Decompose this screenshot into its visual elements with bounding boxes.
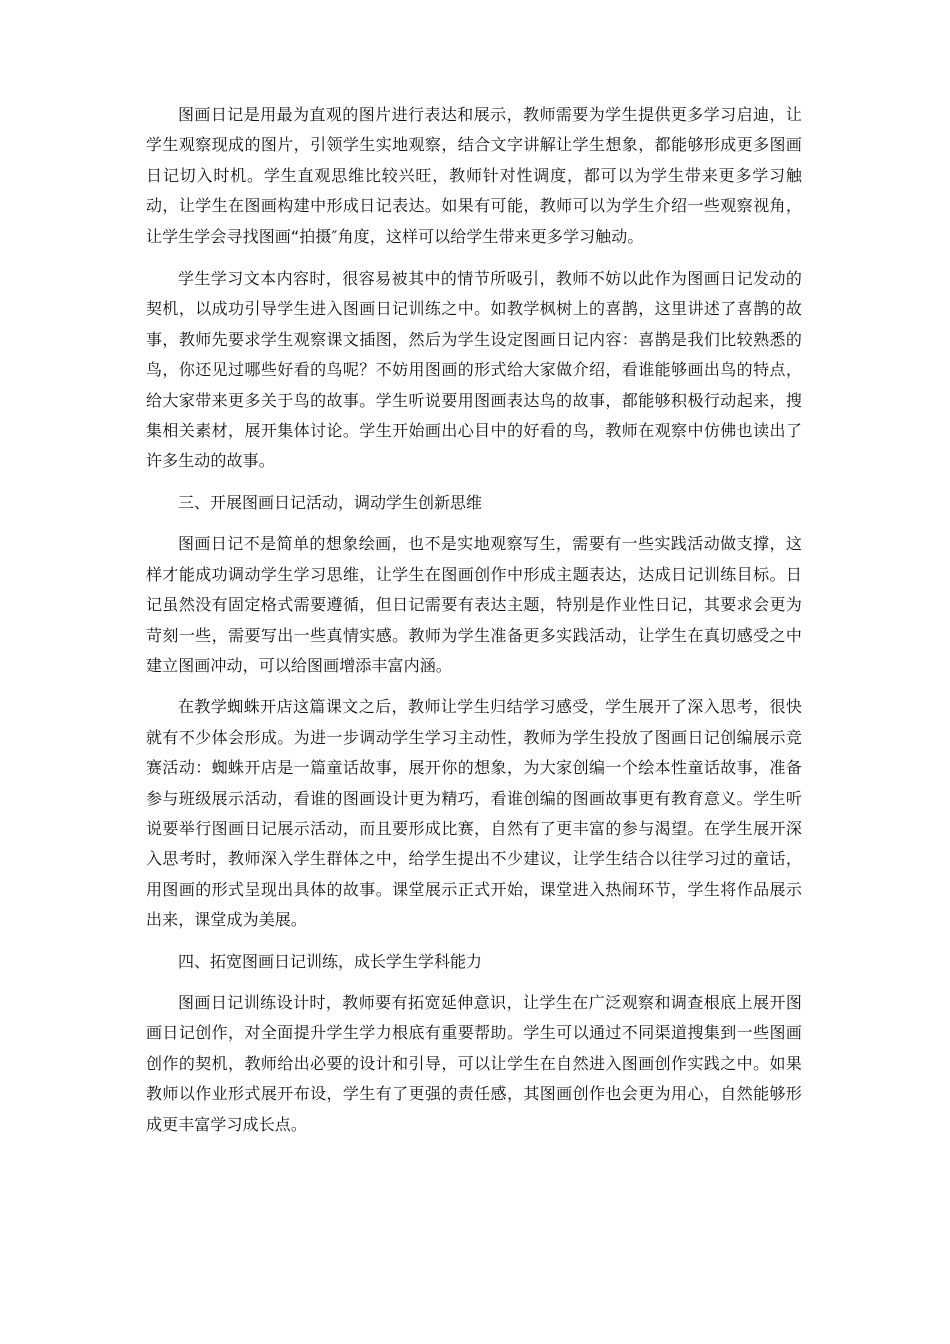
section-heading-4: 四、拓宽图画日记训练，成长学生学科能力 (178, 951, 483, 971)
paragraph-extension-training: 图画日记训练设计时，教师要有拓宽延伸意识，让学生在广泛观察和调查根底上展开图画日记创作，对全面提升学生学力根底有重要帮助。学生可以通过不同渠道搜集到一些图画创作的契机，教师给出必要的设计和引导，可以让学生在自然进入图画创作实践之中。如果教师以作业形式展开布设，学生有了更强的责任感，其图画创作也会更为用心，自然能够形成更丰富学习成长点。 (146, 992, 802, 1134)
paragraph-spider-example: 在教学蜘蛛开店这篇课文之后，教师让学生归结学习感受，学生展开了深入思考，很快就有不少体会形成。为进一步调动学生学习主动性，教师为学生投放了图画日记创编展示竞赛活动：蜘蛛开店是一篇童话故事，展开你的想象，为大家创编一个绘本性童话故事，准备参与班级展示活动，看谁的图画设计更为精巧，看谁创编的图画故事更有教育意义。学生听说要举行图画日记展示活动，而且要形成比赛，自然有了更丰富的参与渴望。在学生展开深入思考时，教师深入学生群体之中，给学生提出不少建议，让学生结合以往学习过的童话，用图画的形式呈现出具体的故事。课堂展示正式开始，课堂进入热闹环节，学生将作品展示出来，课堂成为美展。 (146, 697, 802, 930)
paragraph-intro: 图画日记是用最为直观的图片进行表达和展示，教师需要为学生提供更多学习启迪，让学生观察现成的图片，引领学生实地观察，结合文字讲解让学生想象，都能够形成更多图画日记切入时机。学生直观思维比较兴旺，教师针对性调度，都可以为学生带来更多学习触动，让学生在图画构建中形成日记表达。如果有可能，教师可以为学生介绍一些观察视角，让学生学会寻找图画“拍摄″角度，这样可以给学生带来更多学习触动。 (146, 105, 802, 246)
section-heading-3: 三、开展图画日记活动，调动学生创新思维 (178, 492, 483, 512)
paragraph-magpie-example: 学生学习文本内容时，很容易被其中的情节所吸引，教师不妨以此作为图画日记发动的契机，以成功引导学生进入图画日记训练之中。如教学枫树上的喜鹊，这里讲述了喜鹊的故事，教师先要求学生观察课文插图，然后为学生设定图画日记内容：喜鹊是我们比较熟悉的鸟，你还见过哪些好看的鸟呢？不妨用图画的形式给大家做介绍，看谁能够画出鸟的特点，给大家带来更多关于鸟的故事。学生听说要用图画表达鸟的故事，都能够积极行动起来，搜集相关素材，展开集体讨论。学生开始画出心目中的好看的鸟，教师在观察中仿佛也读出了许多生动的故事。 (146, 269, 802, 471)
paragraph-practice-activities: 图画日记不是简单的想象绘画，也不是实地观察写生，需要有一些实践活动做支撑，这样才能成功调动学生学习思维，让学生在图画创作中形成主题表达，达成日记训练目标。日记虽然没有固定格式需要遵循，但日记需要有表达主题，特别是作业性日记，其要求会更为苛刻一些，需要写出一些真情实感。教师为学生准备更多实践活动，让学生在真切感受之中建立图画冲动，可以给图画增添丰富内涵。 (146, 534, 802, 675)
